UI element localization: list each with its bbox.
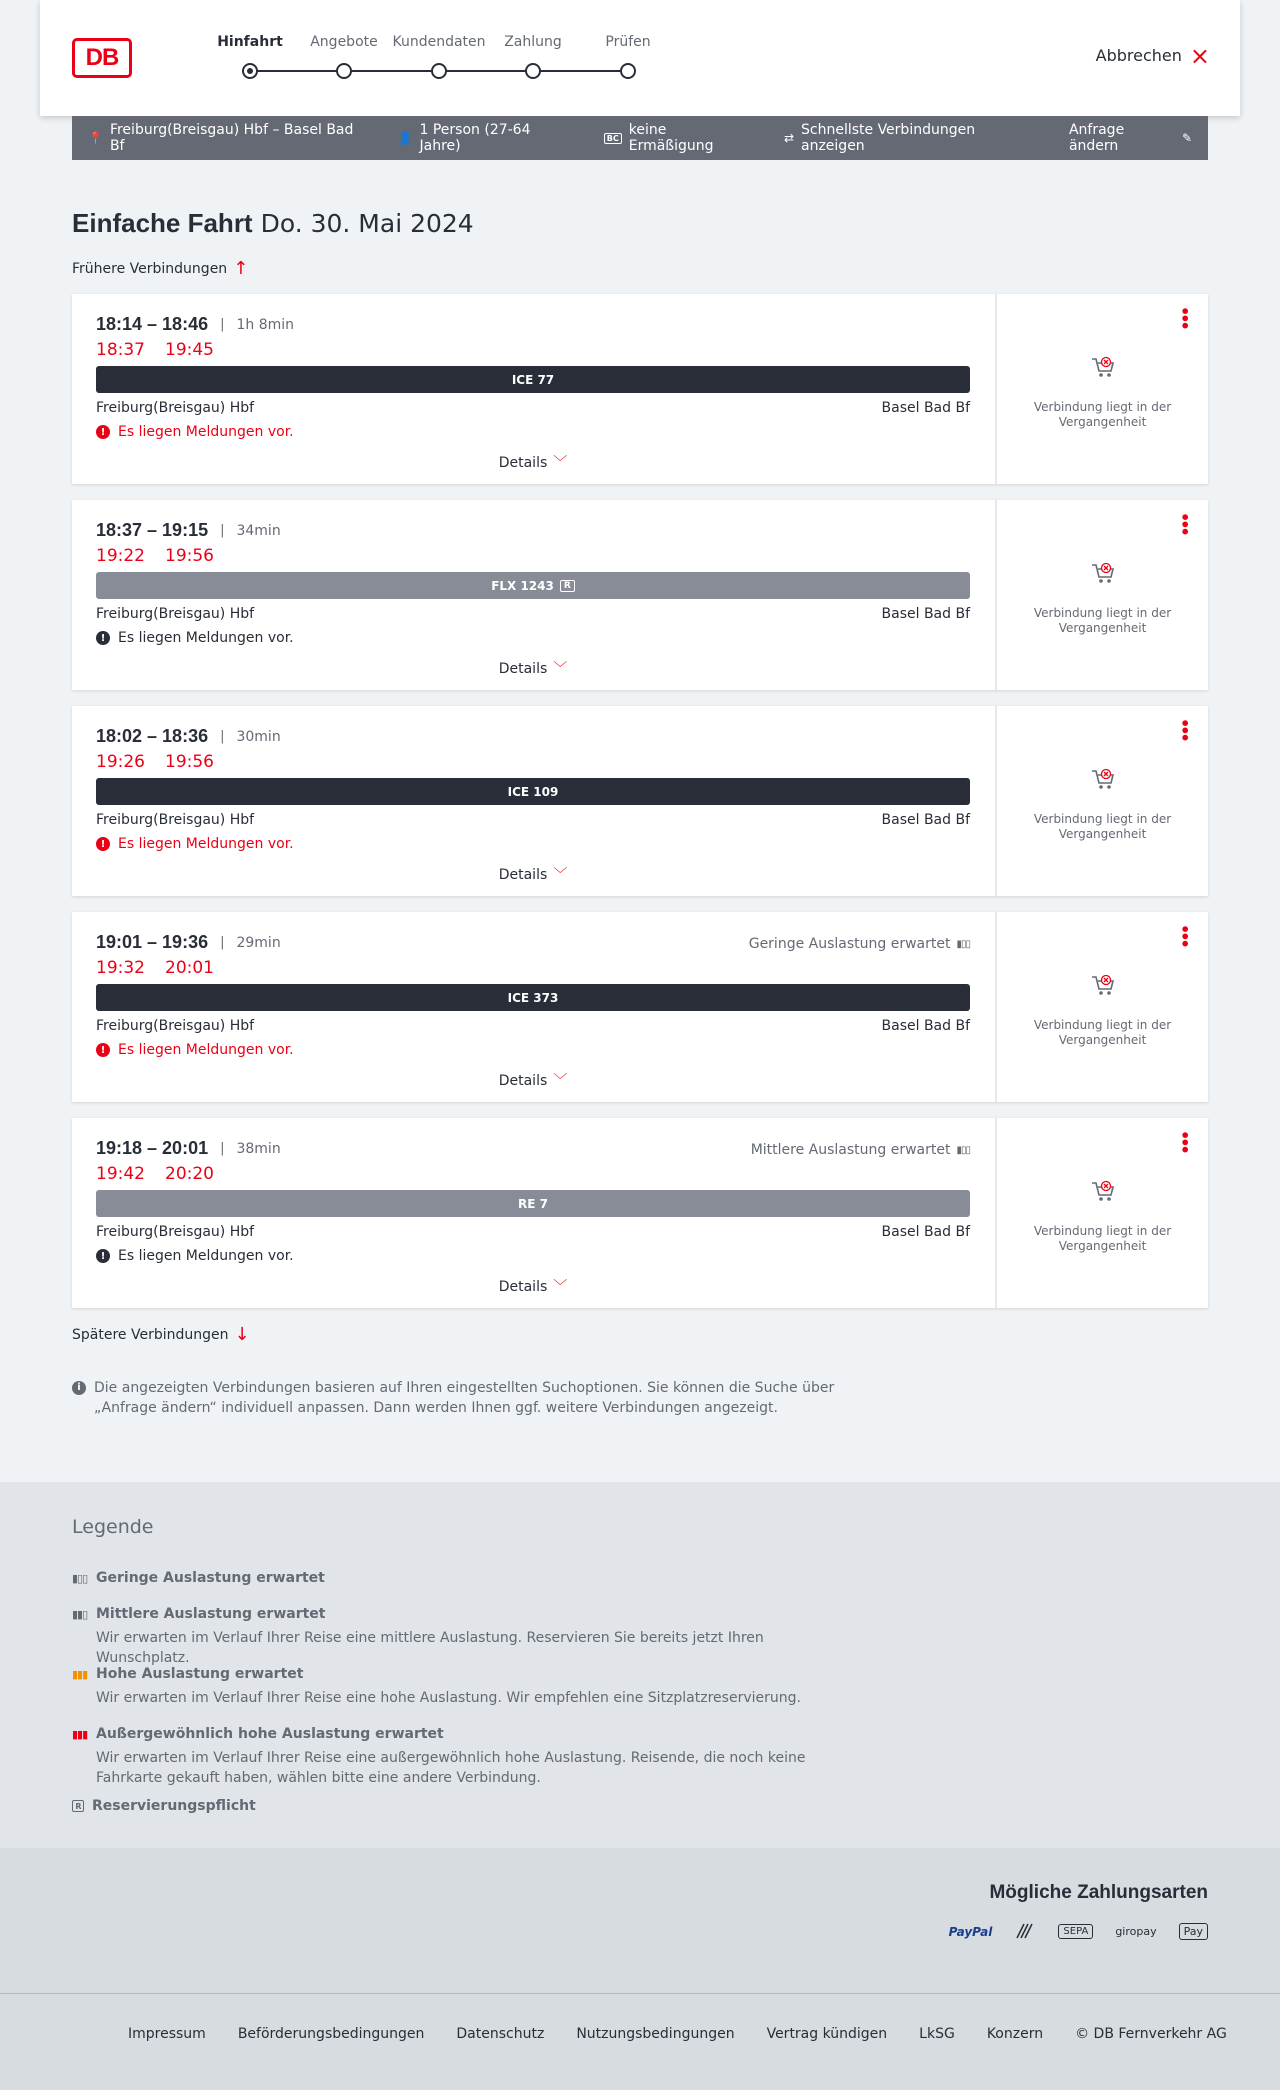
offer-panel [995, 706, 1208, 896]
close-icon: × [1189, 41, 1210, 70]
step-pruefen: Prüfen [578, 34, 678, 54]
more-options-icon[interactable]: ••• [1175, 924, 1194, 946]
credit-card-icon [1014, 1920, 1036, 1943]
payment-icons [949, 1920, 1208, 1943]
duration: 34min [236, 522, 281, 539]
past-connection-note: Verbindung liegt in der Vergangenheit [1033, 1224, 1172, 1253]
offer-panel [995, 1118, 1208, 1308]
train-bar[interactable]: ICE 109 [96, 778, 970, 805]
connection-card[interactable] [72, 500, 1208, 690]
planned-times: 19:18 – 20:01 | 38min [96, 1138, 281, 1158]
planned-times: 18:14 – 18:46 | 1h 8min [96, 314, 295, 334]
offer-panel [995, 912, 1208, 1102]
chevron-down-icon: ﹀ [553, 455, 568, 471]
reservation-required-icon: R [560, 580, 575, 592]
more-options-icon[interactable]: ••• [1175, 306, 1194, 328]
connection-info [96, 912, 970, 1102]
footer-link[interactable]: Nutzungsbedingungen [576, 2026, 735, 2042]
details-toggle[interactable]: Details ﹀ [498, 1279, 568, 1295]
more-options-icon[interactable]: ••• [1175, 512, 1194, 534]
realtime-times: 19:22 19:56 [96, 546, 214, 566]
location-pin-icon: 📍 [88, 131, 103, 145]
cart-unavailable-icon [997, 974, 1208, 998]
past-connection-note: Verbindung liegt in der Vergangenheit [1033, 400, 1172, 429]
planned-times: 18:37 – 19:15 | 34min [96, 520, 281, 540]
destination-station: Basel Bad Bf [881, 400, 970, 416]
footer-link[interactable]: Vertrag kündigen [766, 2026, 888, 2042]
connection-card[interactable] [72, 294, 1208, 484]
offer-panel [995, 294, 1208, 484]
origin-station: Freiburg(Breisgau) Hbf [96, 812, 255, 828]
later-connections-link[interactable]: Spätere Verbindungen ↓ [72, 1324, 250, 1345]
reservation-required-icon: R [72, 1800, 84, 1812]
origin-station: Freiburg(Breisgau) Hbf [96, 606, 255, 622]
connection-info [96, 1118, 970, 1308]
occupancy-info: Geringe Auslastung erwartet ▮▯▯ [748, 936, 970, 952]
offer-panel [995, 500, 1208, 690]
arrow-down-icon: ↓ [234, 1324, 250, 1345]
realtime-times: 18:37 19:45 [96, 340, 214, 360]
payment-methods-section [0, 1848, 1280, 1994]
origin-station: Freiburg(Breisgau) Hbf [96, 1224, 255, 1240]
load-medium-icon: ▮▮▯ [72, 1607, 88, 1621]
connection-info [96, 294, 970, 484]
arrow-up-icon: ↑ [233, 258, 249, 279]
persons-info: 👤 1 Person (27-64 Jahre) [397, 122, 531, 154]
edit-request-button[interactable]: Anfrage ändern ✎ [1068, 122, 1192, 154]
chevron-down-icon: ﹀ [553, 661, 568, 677]
notice-message: ! Es liegen Meldungen vor. [96, 630, 294, 646]
duration: 30min [236, 728, 281, 745]
legend-description: Wir erwarten im Verlauf Ihrer Reise eine außergewöhnlich hohe Auslastung. Reisende, die noch keine Fahrkarte gekauft haben, wählen bitte eine andere Verbindung. [96, 1750, 806, 1786]
train-bar[interactable]: ICE 373 [96, 984, 970, 1011]
option-info: ⇄ Schnellste Verbindungen anzeigen [783, 122, 976, 154]
cart-unavailable-icon [997, 356, 1208, 380]
search-summary-bar [72, 116, 1208, 160]
connection-info [96, 706, 970, 896]
legend-description: Wir erwarten im Verlauf Ihrer Reise eine mittlere Auslastung. Reservieren Sie bereits jetzt Ihren Wunschplatz. [96, 1630, 764, 1666]
planned-times: 19:01 – 19:36 | 29min [96, 932, 281, 952]
chevron-down-icon: ﹀ [553, 1073, 568, 1089]
footer-link[interactable]: Impressum [128, 2026, 206, 2042]
cart-unavailable-icon [997, 768, 1208, 792]
realtime-times: 19:42 20:20 [96, 1164, 214, 1184]
past-connection-note: Verbindung liegt in der Vergangenheit [1033, 1018, 1172, 1047]
legend-title: Legende [72, 1516, 154, 1538]
duration: 1h 8min [236, 316, 295, 333]
separator: | [220, 523, 225, 538]
origin-station: Freiburg(Breisgau) Hbf [96, 1018, 255, 1034]
footer [0, 1994, 1280, 2090]
earlier-connections-link[interactable]: Frühere Verbindungen ↑ [72, 258, 249, 279]
apple-pay-icon: Pay [1179, 1923, 1208, 1940]
step-dot [336, 63, 352, 79]
pencil-icon: ✎ [1181, 131, 1192, 145]
realtime-times: 19:32 20:01 [96, 958, 214, 978]
more-options-icon[interactable]: ••• [1175, 718, 1194, 740]
legend-description: Wir erwarten im Verlauf Ihrer Reise eine hohe Auslastung. Wir empfehlen eine Sitzplatzreservierung. [96, 1690, 801, 1706]
step-dot [525, 63, 541, 79]
occupancy-icon: ▮▯▯ [956, 938, 970, 950]
destination-station: Basel Bad Bf [881, 1224, 970, 1240]
legend-item: ▮▮▮ Hohe Auslastung erwartet Wir erwarten im Verlauf Ihrer Reise eine hohe Auslastung. Wir empfehlen eine Sitzplatzreservierung. [72, 1666, 872, 1708]
progress-stepper [210, 34, 750, 84]
realtime-times: 19:26 19:56 [96, 752, 214, 772]
alert-icon: ! [96, 1249, 110, 1263]
train-bar[interactable]: RE 7 [96, 1190, 970, 1217]
train-bar[interactable]: ICE 77 [96, 366, 970, 393]
notice-message: ! Es liegen Meldungen vor. [96, 836, 294, 852]
info-note: i Die angezeigten Verbindungen basieren auf Ihren eingestellten Suchoptionen. Sie können die Suche über „Anfrage ändern“ individuell anpassen. Dann werden Ihnen ggf. weitere Verbindungen angezeigt. [72, 1378, 852, 1418]
duration: 29min [236, 934, 281, 951]
footer-link[interactable]: Konzern [986, 2026, 1044, 2042]
alert-icon: ! [96, 837, 110, 851]
chevron-down-icon: ﹀ [553, 867, 568, 883]
alert-icon: ! [96, 425, 110, 439]
paypal-icon: PayPal [948, 1924, 993, 1939]
details-toggle[interactable]: Details ﹀ [498, 867, 568, 883]
load-extreme-icon: ▮▮▮ [72, 1727, 88, 1741]
planned-times: 18:02 – 18:36 | 30min [96, 726, 281, 746]
separator: | [220, 935, 225, 950]
footer-link[interactable]: Datenschutz [456, 2026, 545, 2042]
load-low-icon: ▮▯▯ [72, 1571, 88, 1585]
page-title: Einfache Fahrt Do. 30. Mai 2024 [72, 208, 474, 238]
step-angebote: Angebote [294, 34, 394, 54]
cancel-button[interactable]: Abbrechen × [1095, 41, 1210, 70]
step-zahlung: Zahlung [483, 34, 583, 54]
connection-card[interactable] [72, 912, 1208, 1102]
step-kundendaten: Kundendaten [389, 34, 489, 54]
occupancy-icon: ▮▯▯ [956, 1144, 970, 1156]
legend-item: ▮▯▯ Geringe Auslastung erwartet [72, 1570, 325, 1586]
legend-section [0, 1482, 1280, 1848]
payment-title: Mögliche Zahlungsarten [989, 1882, 1208, 1903]
route-info: 📍 Freiburg(Breisgau) Hbf – Basel Bad Bf [88, 122, 354, 154]
details-toggle[interactable]: Details ﹀ [498, 661, 568, 677]
destination-station: Basel Bad Bf [881, 1018, 970, 1034]
discount-info: BC keine Ermäßigung [604, 122, 752, 154]
chevron-down-icon: ﹀ [553, 1279, 568, 1295]
legend-item: R Reservierungspflicht [72, 1798, 872, 1814]
swap-arrows-icon: ⇄ [783, 131, 794, 145]
giropay-icon: giropay [1115, 1925, 1157, 1938]
duration: 38min [236, 1140, 281, 1157]
legend-item: ▮▮▮ Außergewöhnlich hohe Auslastung erwartet Wir erwarten im Verlauf Ihrer Reise eine außergewöhnlich hohe Auslastung. Reisende, die noch keine Fahrkarte gekauft haben, wählen bitte eine andere Verbindung. [72, 1726, 872, 1788]
connection-card[interactable] [72, 1118, 1208, 1308]
details-toggle[interactable]: Details ﹀ [498, 1073, 568, 1089]
header [40, 0, 1240, 116]
connection-card[interactable] [72, 706, 1208, 896]
cart-unavailable-icon [997, 1180, 1208, 1204]
details-toggle[interactable]: Details ﹀ [498, 455, 568, 471]
db-logo[interactable]: DB [72, 38, 132, 78]
notice-message: ! Es liegen Meldungen vor. [96, 1248, 294, 1264]
separator: | [220, 1141, 225, 1156]
footer-link[interactable]: LkSG [919, 2026, 955, 2042]
cart-unavailable-icon [997, 562, 1208, 586]
destination-station: Basel Bad Bf [881, 606, 970, 622]
occupancy-info: Mittlere Auslastung erwartet ▮▯▯ [750, 1142, 970, 1158]
separator: | [220, 317, 225, 332]
footer-link: © DB Fernverkehr AG [1075, 2026, 1227, 2042]
destination-station: Basel Bad Bf [881, 812, 970, 828]
past-connection-note: Verbindung liegt in der Vergangenheit [1033, 606, 1172, 635]
load-high-icon: ▮▮▮ [72, 1667, 88, 1681]
step-dot [431, 63, 447, 79]
bahncard-icon: BC [604, 133, 622, 144]
person-icon: 👤 [397, 131, 413, 145]
past-connection-note: Verbindung liegt in der Vergangenheit [1033, 812, 1172, 841]
step-dot [620, 63, 636, 79]
origin-station: Freiburg(Breisgau) Hbf [96, 400, 255, 416]
separator: | [220, 729, 225, 744]
alert-icon: ! [96, 631, 110, 645]
alert-icon: ! [96, 1043, 110, 1057]
sepa-icon: SEPA [1058, 1924, 1093, 1939]
step-dot [242, 63, 258, 79]
notice-message: ! Es liegen Meldungen vor. [96, 1042, 294, 1058]
legend-item: ▮▮▯ Mittlere Auslastung erwartet Wir erwarten im Verlauf Ihrer Reise eine mittlere Auslastung. Reservieren Sie bereits jetzt Ihren Wunschplatz. [72, 1606, 872, 1668]
connection-info [96, 500, 970, 690]
notice-message: ! Es liegen Meldungen vor. [96, 424, 294, 440]
more-options-icon[interactable]: ••• [1175, 1130, 1194, 1152]
train-bar[interactable]: FLX 1243 R [96, 572, 970, 599]
step-hinfahrt: Hinfahrt [200, 34, 300, 54]
info-icon: i [72, 1381, 86, 1395]
footer-link[interactable]: Beförderungsbedingungen [237, 2026, 425, 2042]
